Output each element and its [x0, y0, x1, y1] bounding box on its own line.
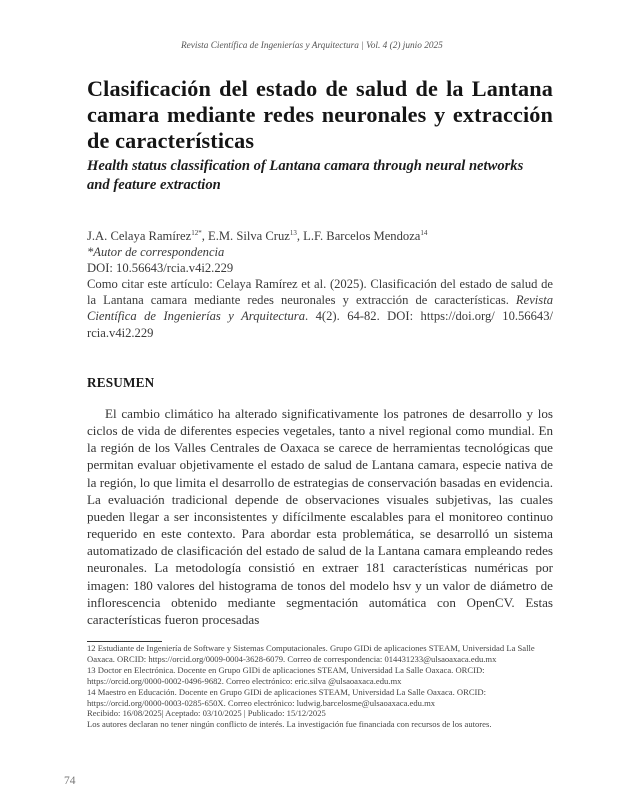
author: E.M. Silva Cruz [208, 229, 290, 243]
author-list [87, 228, 553, 244]
author: J.A. Celaya Ramírez [87, 229, 192, 243]
footnote-author-3: 14 Maestro en Educación. Docente en Grupo GIDi de aplicaciones STEAM, Universidad La Salle Oaxaca. ORCID: https://orcid.org/0000-0003-0285-650X. Correo electrónico: ludwig.barcelosme@ulsaoaxaca.edu.mx [87, 686, 487, 708]
citation-doi[interactable]: . 4(2). 64-82. DOI: https://doi.org/ 10.56643/ rcia.v4i2.229 [87, 309, 553, 340]
article-metadata [87, 228, 553, 341]
author-affiliation-mark: 14 [420, 228, 428, 237]
author-separator: , [296, 229, 304, 243]
footnote-divider [87, 641, 162, 642]
abstract-heading: RESUMEN [87, 375, 155, 390]
author-separator: , [201, 229, 209, 243]
citation [87, 276, 553, 340]
footnote-author-1: 12 Estudiante de Ingeniería de Software y Sistemas Computacionales. Grupo GIDi de aplicaciones STEAM, Universidad La Salle Oaxaca. ORCID: https://orcid.org/0009-0004-3628-6079. Correo de correspondencia: 014431233@ulsaoaxaca.edu.mx [87, 643, 535, 664]
author-affiliation-mark: 13 [289, 228, 297, 237]
publication-dates: Recibido: 16/08/2025| Aceptado: 03/10/2025 | Publicado: 15/12/2025 [87, 708, 326, 719]
citation-journal: Revista Científica de Ingenierías y Arquitectura [87, 293, 553, 324]
author: L.F. Barcelos Mendoza [303, 229, 421, 243]
article-title: Clasificación del estado de salud de la Lantana camara mediante redes neuronales y extracción de características [87, 76, 553, 153]
conflict-of-interest-statement: Los autores declaran no tener ningún conflicto de interés. La investigación fue financiada con recursos de los autores. [87, 719, 492, 730]
page-number: 74 [64, 775, 76, 787]
abstract-paragraph: El cambio climático ha alterado significativamente los patrones de desarrollo y los ciclos de vida de diferentes especies vegetales, tanto a nivel regional como mundial. En la región de los Valles Centrales de Oaxaca se carece de herramientas tecnológicas que permitan evaluar objetivamente el estado de salud de Lantana camara, especie nativa de la región, lo que limita el desarrollo de estrategias de conservación basadas en evidencia. La evaluación tradicional depende de observaciones visuales subjetivas, las cuales pueden llegar a ser inconsistentes y difícilmente escalables para el monitoreo continuo requerido en este contexto. Para abordar esta problemática, se desarrolló un sistema automatizado de clasificación del estado de salud de la Lantana camara empleando redes neuronales. La metodología consistió en extraer 181 características numéricas por imagen: 180 valores del histograma de tonos del modelo hsv y un valor de diámetro de inflorescencia obtenido mediante segmentación automática con OpenCV. Estas características fueron procesadas [87, 406, 553, 627]
author-affiliation-mark: 12* [191, 228, 202, 237]
corresponding-author-note: *Autor de correspondencia [87, 245, 225, 260]
footnote-author-2: 13 Doctor en Electrónica. Docente en Grupo GIDi de aplicaciones STEAM, Universidad La Salle Oaxaca. ORCID: https://orcid.org/0000-0002-0496-9682. Correo electrónico: eric.silva @ulsaoaxaca.edu.mx [87, 664, 485, 686]
article-subtitle-english: Health status classification of Lantana camara through neural networks and feature extraction [87, 158, 524, 193]
running-header: Revista Científica de Ingenierías y Arquitectura | Vol. 4 (2) junio 2025 [181, 41, 443, 51]
footnotes [87, 643, 553, 730]
doi-line[interactable]: DOI: 10.56643/rcia.v4i2.229 [87, 261, 234, 276]
citation-text: Como citar este artículo: Celaya Ramírez et al. (2025). Clasificación del estado de salud de la Lantana camara mediante redes neuronales y extracción de características. [87, 277, 553, 308]
